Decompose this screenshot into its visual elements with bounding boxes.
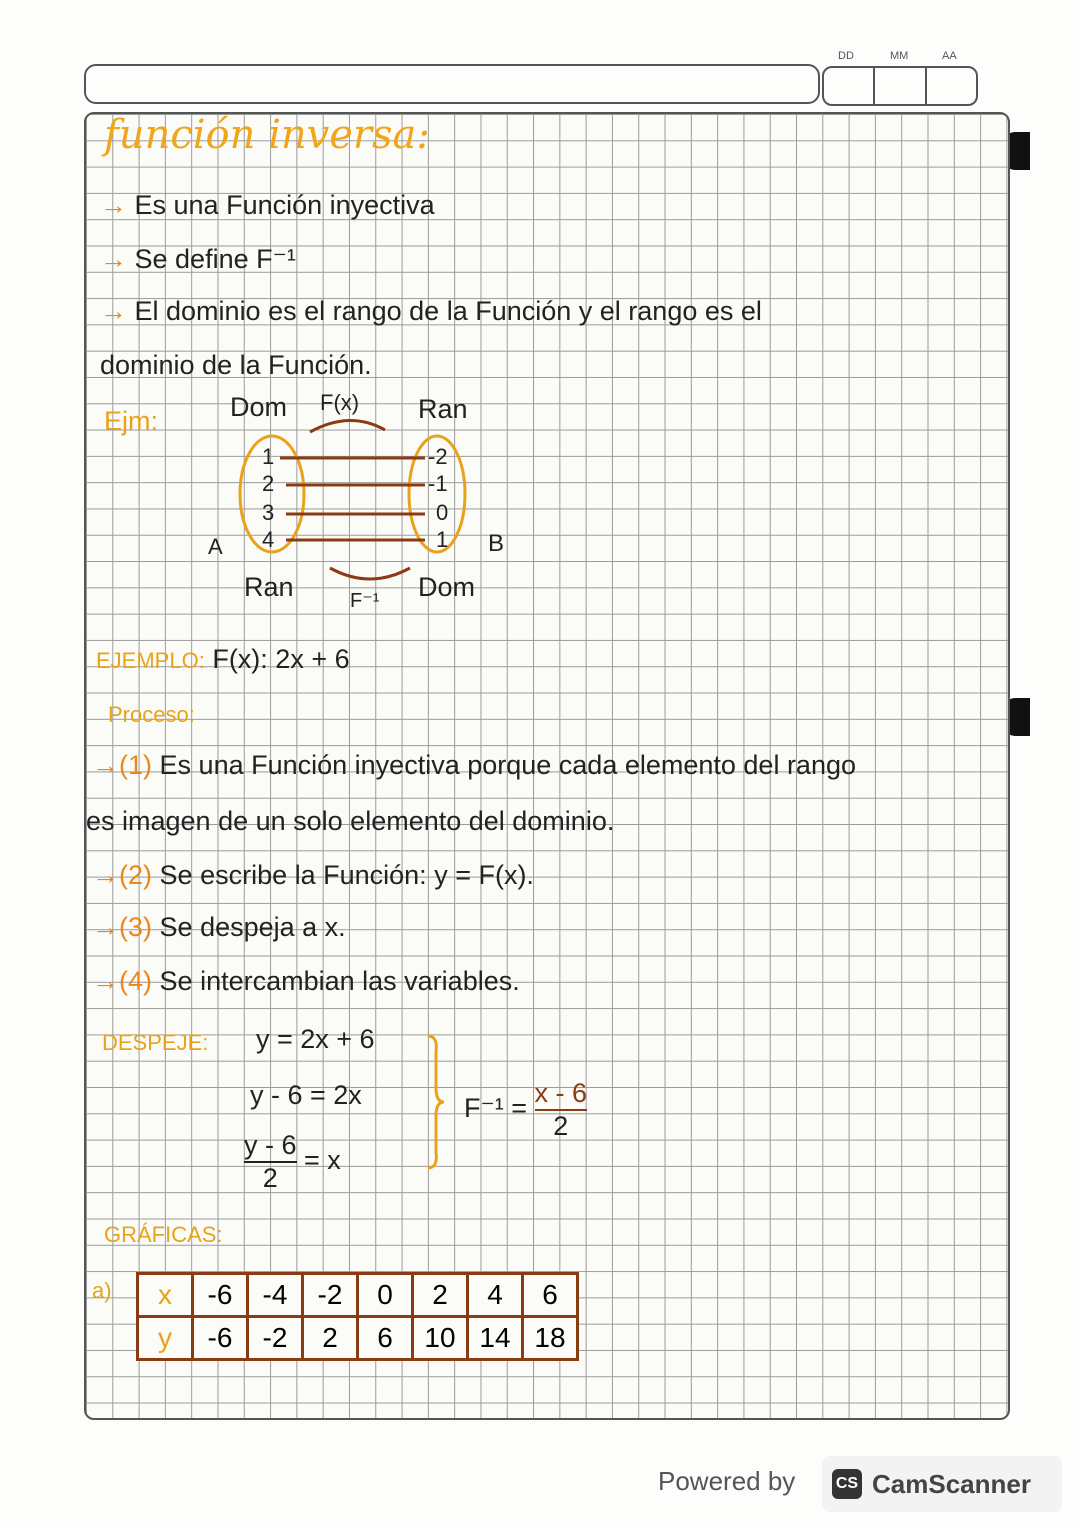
step-2: →(2) Se escribe la Función: y = F(x). bbox=[92, 860, 534, 890]
values-table bbox=[136, 1272, 579, 1361]
bullet-2: → Se define F⁻¹ bbox=[100, 244, 296, 274]
cell: 0 bbox=[358, 1274, 413, 1317]
camscanner-brand: CamScanner bbox=[872, 1468, 1031, 1499]
cell: -6 bbox=[193, 1274, 248, 1317]
cell: 6 bbox=[523, 1274, 578, 1317]
diagram-ran-bottom: Ran bbox=[244, 572, 294, 602]
bullet-3-cont: dominio de la Función. bbox=[100, 350, 372, 380]
step-1-cont: es imagen de un solo elemento del dominio. bbox=[86, 806, 615, 836]
domain-value: 2 bbox=[262, 471, 275, 496]
date-label-dd: DD bbox=[838, 50, 854, 62]
x-header: x bbox=[138, 1274, 193, 1317]
cell: -2 bbox=[303, 1274, 358, 1317]
step-4: →(4) Se intercambian las variables. bbox=[92, 966, 520, 996]
table-row-x bbox=[138, 1274, 578, 1317]
despeje-line-2: y - 6 = 2x bbox=[250, 1080, 362, 1110]
cell: 2 bbox=[413, 1274, 468, 1317]
table-row-y bbox=[138, 1317, 578, 1360]
domain-value: 1 bbox=[262, 444, 275, 469]
cell: 10 bbox=[413, 1317, 468, 1360]
powered-by-text: Powered by bbox=[658, 1466, 796, 1496]
cell: -6 bbox=[193, 1317, 248, 1360]
step-1: →(1) Es una Función inyectiva porque cada elemento del rango bbox=[92, 750, 856, 780]
camscanner-logo-icon: CS bbox=[832, 1469, 862, 1499]
diagram-fx: F(x) bbox=[320, 390, 360, 415]
y-header: y bbox=[138, 1317, 193, 1360]
date-boxes bbox=[822, 66, 978, 106]
cell: -2 bbox=[248, 1317, 303, 1360]
camscanner-badge bbox=[822, 1456, 1062, 1512]
range-value: -2 bbox=[428, 444, 448, 469]
diagram-finv: F⁻¹ bbox=[350, 590, 380, 612]
diagram-ran-top: Ran bbox=[418, 394, 468, 424]
despeje-line-3: $\frac{y - 6}{2}$ = x bbox=[244, 1130, 341, 1194]
despeje-label: DESPEJE: bbox=[102, 1030, 209, 1055]
range-value: -1 bbox=[428, 471, 448, 496]
despeje-line-1: y = 2x + 6 bbox=[256, 1024, 375, 1054]
item-a: a) bbox=[92, 1278, 112, 1303]
proceso-label: Proceso: bbox=[108, 702, 195, 727]
cell: 4 bbox=[468, 1274, 523, 1317]
bullet-1: → Es una Función inyectiva bbox=[100, 190, 435, 220]
brace-icon bbox=[424, 1032, 448, 1172]
graficas-label: GRÁFICAS: bbox=[104, 1222, 223, 1247]
ejemplo-line: EJEMPLO: F(x): 2x + 6 bbox=[96, 644, 350, 674]
page-title: función inversa: bbox=[104, 112, 430, 158]
domain-value: 3 bbox=[262, 500, 275, 525]
step-3: →(3) Se despeja a x. bbox=[92, 912, 346, 942]
cell: 18 bbox=[523, 1317, 578, 1360]
cell: 2 bbox=[303, 1317, 358, 1360]
range-value: 0 bbox=[436, 500, 449, 525]
cell: 14 bbox=[468, 1317, 523, 1360]
date-label-mm: MM bbox=[890, 50, 909, 62]
range-value: 1 bbox=[436, 527, 449, 552]
example-label: Ejm: bbox=[104, 406, 158, 436]
diagram-dom-top: Dom bbox=[230, 392, 288, 422]
set-b-label: B bbox=[488, 530, 505, 557]
domain-value: 4 bbox=[262, 527, 275, 552]
set-a-label: A bbox=[208, 534, 223, 559]
inverse-result: F⁻¹ = $\frac{x - 6}{2}$ bbox=[464, 1078, 588, 1142]
date-label-aa: AA bbox=[942, 50, 957, 62]
header-bar bbox=[84, 64, 820, 104]
cell: -4 bbox=[248, 1274, 303, 1317]
diagram-dom-bottom: Dom bbox=[418, 572, 476, 602]
bullet-3: → El dominio es el rango de la Función y el rango es el bbox=[100, 296, 762, 326]
cell: 6 bbox=[358, 1317, 413, 1360]
